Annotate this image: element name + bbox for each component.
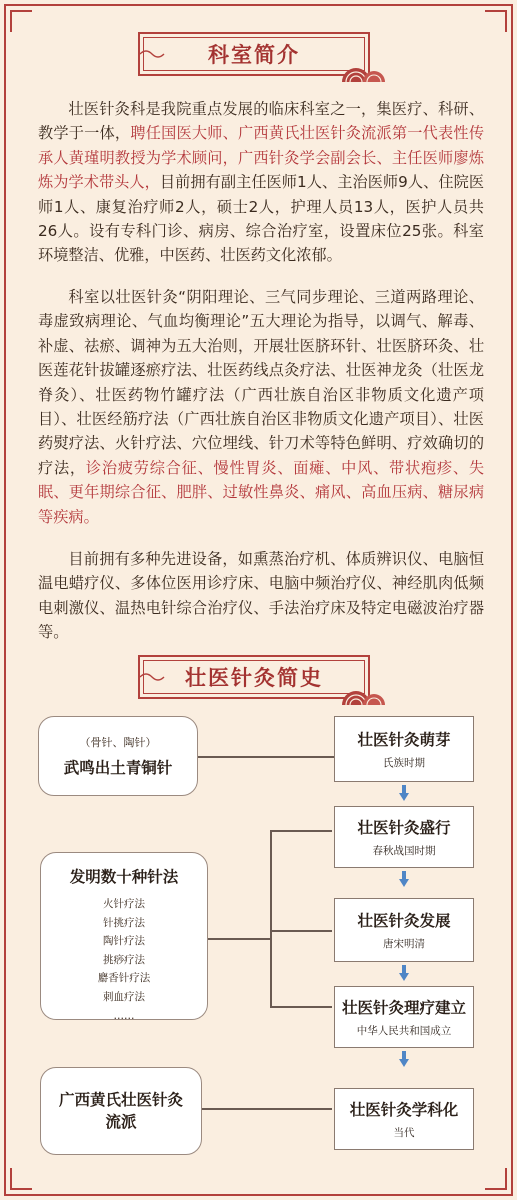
section-title: 壮医针灸简史 <box>185 666 323 690</box>
era-period: 中华人民共和国成立 <box>356 1025 452 1037</box>
intro-paragraph-1 <box>38 97 484 268</box>
wave-ornament-icon <box>340 58 386 82</box>
connector-line <box>198 756 334 758</box>
method-item: 刺血疗法 <box>103 990 145 1003</box>
down-arrow-icon <box>399 965 409 981</box>
methods-title: 发明数十种针法 <box>69 868 179 886</box>
body-text: 目前拥有多种先进设备，如熏蒸治疗机、体质辨识仪、电脑恒温电蜡疗仪、多体位医用诊疗床、电脑中频治疗仪、神经肌肉低频电刺激仪、温热电针综合治疗仪、手法治疗床及特定电磁波治疗器等。 <box>38 550 484 642</box>
connector-line <box>202 1108 332 1110</box>
down-arrow-icon <box>399 785 409 801</box>
method-item: …… <box>113 1009 135 1022</box>
method-item: 针挑疗法 <box>103 916 145 929</box>
connector-line <box>208 938 270 940</box>
corner-ornament <box>10 1168 32 1190</box>
origin-box <box>38 716 198 796</box>
highlight-text: 诊治疲劳综合征、慢性胃炎、面瘫、中风、带状疱疹、失眠、更年期综合征、肥胖、过敏性鼻炎、痛风、高血压病、糖尿病等疾病。 <box>38 458 485 526</box>
era-box <box>334 986 474 1048</box>
connector-line <box>270 830 272 1006</box>
era-period: 唐宋明清 <box>383 938 425 950</box>
connector-line <box>270 830 332 832</box>
body-text: 壮医针灸科是我院重点发展的临床科室之一，集医疗、科研、教学于一体， <box>38 100 484 143</box>
wave-ornament-icon <box>340 681 386 705</box>
down-arrow-icon <box>399 871 409 887</box>
body-text: 科室以壮医针灸“阴阳理论、三气同步理论、三道两路理论、毒虚致病理论、气血均衡理论”五大理论为指导，以调气、解毒、补虚、祛瘀、调神为五大治则，开展壮医脐环针、壮医脐环灸、壮医莲花针拔罐逐瘀疗法、壮医药线点灸疗法、壮医神龙灸（壮医龙脊灸）、壮医药物竹罐疗法（广西壮族自治区非物质文化遗产项目）、壮医经筋疗法（广西壮族自治区非物质文化遗产项目）、壮医药熨疗法、火针疗法、穴位埋线、针刀术等特色鲜明、疗效确切的疗法， <box>38 288 484 477</box>
method-item: 火针疗法 <box>103 898 145 910</box>
era-period: 春秋战国时期 <box>372 845 436 857</box>
methods-box <box>40 852 208 1020</box>
body-text: 目前拥有副主任医师1人、主治医师9人、住院医师1人、康复治疗师2人，硕士2人，护理人员13人，医护人员共26人。设有专科门诊、病房、综合治疗室，设置床位25张。科室环境整洁、优雅，中医药、壮医药文化浓郁。 <box>38 173 485 265</box>
methods-list <box>98 895 151 1025</box>
corner-ornament <box>485 10 507 32</box>
corner-ornament <box>485 1168 507 1190</box>
connector-line <box>270 930 332 932</box>
section-banner-intro <box>138 32 370 76</box>
scroll-ornament-icon <box>138 48 198 60</box>
section-title: 科室简介 <box>208 43 300 67</box>
era-box <box>334 716 474 782</box>
era-title: 壮医针灸学科化 <box>349 1101 459 1119</box>
intro-paragraph-3 <box>38 547 484 645</box>
school-title: 广西黄氏壮医针灸流派 <box>58 1091 183 1131</box>
down-arrow-icon <box>399 1051 409 1067</box>
highlight-text: 聘任国医大师、广西黄氏壮医针灸流派第一代表性传承人黄瑾明教授为学术顾问，广西针灸学会副会长、主任医师廖炼炼为学术带头人， <box>38 124 485 192</box>
corner-ornament <box>10 10 32 32</box>
era-period: 氏族时期 <box>383 757 425 769</box>
school-box <box>40 1067 202 1155</box>
method-item: 挑痧疗法 <box>103 953 145 966</box>
era-title: 壮医针灸理疗建立 <box>341 999 466 1017</box>
connector-line <box>270 1006 332 1008</box>
intro-paragraph-2 <box>38 285 484 529</box>
era-title: 壮医针灸盛行 <box>357 819 451 837</box>
section-banner-history <box>138 655 370 699</box>
era-title: 壮医针灸发展 <box>357 912 451 930</box>
era-box <box>334 898 474 962</box>
era-box <box>334 806 474 868</box>
origin-note: （骨针、陶针） <box>79 736 157 749</box>
era-period: 当代 <box>393 1127 415 1139</box>
origin-title: 武鸣出土青铜针 <box>63 759 173 777</box>
era-box <box>334 1088 474 1150</box>
method-item: 麝香针疗法 <box>97 972 151 985</box>
era-title: 壮医针灸萌芽 <box>357 731 451 749</box>
method-item: 陶针疗法 <box>103 935 145 948</box>
